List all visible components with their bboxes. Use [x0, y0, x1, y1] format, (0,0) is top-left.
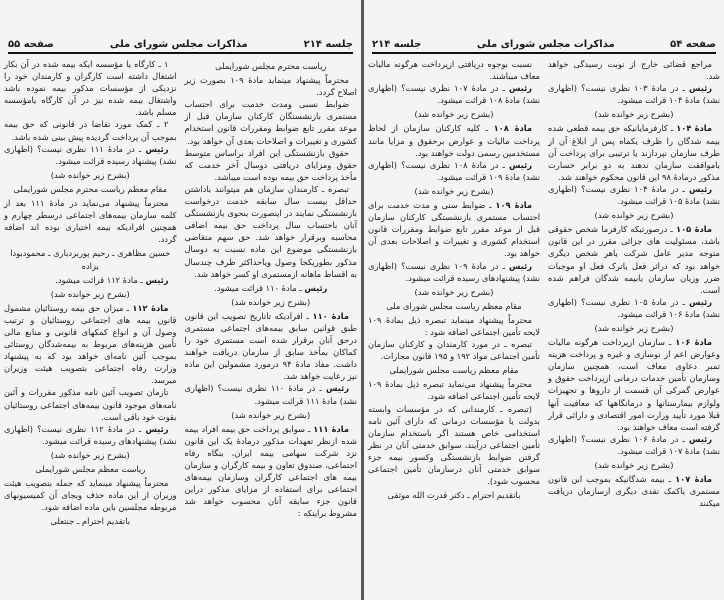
paragraph — [368, 378, 540, 402]
paragraph — [548, 223, 720, 296]
speaker-or-article-label: مادۀ ۱۰۶ — [675, 337, 713, 348]
paragraph — [4, 302, 177, 387]
paragraph — [548, 473, 720, 509]
text-columns — [4, 58, 357, 529]
paragraph — [185, 423, 358, 520]
paragraph-text: (بشرح زیر خوانده شد) — [414, 286, 494, 297]
paragraph-text: ـ در مادۀ ۱۰۵ نظری نیست؟ (اظهاری نشد) مادۀ ۱۰۶ قرائت میشود. — [548, 296, 720, 319]
paragraph-text: حقوق بازنشستگی این افراد براساس متوسط حقوق ومزایای دریافتی دوسال آخر خدمت که مأخذ پرداخت حق بیمه بوده است میباشد. — [184, 147, 357, 182]
paragraph-text: محترماً پیشنهاد می‌نماید در مادۀ ۱۱۱ بعد از کلمه سازمان بیمه‌های اجتماعی درسطر چهارم و همچنین افرادیکه بیمه اختیاری بوده اند اضافه گردد. — [4, 198, 177, 245]
paragraph — [548, 183, 720, 207]
paragraph — [368, 314, 540, 338]
centered-heading — [4, 463, 177, 475]
paragraph-text: ـ در مادۀ ۱۰۶ نظری نیست؟ (اظهاری نشد) مادۀ ۱۰۷ قرائت میشود. — [548, 433, 720, 456]
paragraph — [4, 386, 177, 422]
speaker-or-article-label: رئیس — [145, 423, 169, 434]
centered-heading — [185, 296, 358, 308]
speaker-or-article-label: رئیس — [508, 159, 532, 170]
paragraph-text: تازمان تصویب آئین نامه مذکور مقررات و آئین نامه‌های موجود قانون بیمه‌های اجتماعی روستائیان بقوت خود باقی است. — [4, 387, 177, 422]
speaker-or-article-label: رئیس — [508, 83, 532, 94]
paragraph-text: باتقدیم احترام ـ دکتر قدرت الله موثقی — [387, 490, 521, 501]
paragraph-text: مقام معظم ریاست مجلس شورایملی — [389, 365, 519, 376]
paragraph — [185, 382, 358, 406]
paragraph-text: (بشرح زیر خوانده شد) — [594, 460, 674, 470]
speaker-or-article-label: مادۀ ۱۱۲ — [132, 302, 169, 313]
paragraph-text: محترماً پیشنهاد مینماید که جمله بتصویب هیئت وزیران از این ماده حذف وبجای آن کمیسیونهای مربوطه مجلسین باین ماده اضافه شود. — [4, 478, 177, 513]
paragraph-text: ـ در مادۀ ۱۰۷ نظری نیست؟ (اظهاری نشد) مادۀ ۱۰۸ قرائت میشود. — [368, 83, 540, 106]
paragraph — [4, 143, 177, 167]
centered-heading — [548, 322, 720, 334]
paragraph-text: ۱ ـ کارگاه یا مؤسسه ایکه بیمه شده در آن بکار اشتغال داشته است کارگران و کارمندان خود را نزدیکی از مؤسسات مذکور بیمه نموده باشد واشتغال بیمه شده نیز در آن کارگاه یامؤسسه مسلم باشد. — [4, 59, 177, 118]
paragraph-text: ـ ضوابط سنی و مدت خدمت برای احتساب مستمری بازنشستگی کارکنان سازمان قبل از موعد مقرر تابع ضوابط ومقررات قانون استخدام کشوری و تغییرات و اصلاحات بعدی آن خواهد بود. — [368, 200, 540, 259]
paragraph — [368, 338, 540, 362]
centered-heading — [548, 108, 720, 120]
paragraph-text: محترماً پیشنهاد می‌نماید تبصره ذیل بمادۀ ۱۰۹ لایحه تأمین اجتماعی اضافه شود. — [368, 379, 540, 402]
paragraph — [185, 98, 358, 146]
paragraph — [368, 199, 540, 259]
publication-title: مذاکرات مجلس شورای ملی — [476, 39, 615, 50]
paragraph — [185, 147, 358, 183]
session-number: جلسه ۲۱۴ — [303, 39, 353, 50]
paragraph-text: (بشرح زیر خوانده شد) — [50, 169, 130, 180]
paragraph-text: ـ بیمه شدگانیکه بموجب این قانون مستمری یاکمک نقدی دیگری ازسازمان دریافت میکنند — [548, 474, 720, 509]
paragraph — [368, 58, 540, 82]
paragraph-text: (بشرح زیر خوانده شد) — [50, 449, 130, 460]
centered-heading — [185, 282, 358, 294]
paragraph-text: ضوابط نسبی ومدت خدمت برای احتساب مستمری بازنشستگان کارکنان سازمان قبل از موعد مقرر تابع ضوابط ومقررات قانون استخدام کشوری و تغییرات و اصلاحات بعدی آن خواهد بود. — [184, 99, 357, 146]
paragraph-text: ریاست محترم مجلس شورایملی — [215, 61, 327, 71]
page-number: صفحه ۵۵ — [8, 39, 54, 50]
paragraph — [368, 403, 540, 488]
paragraph-text: ـ سوابق پرداخت حق بیمه افراد بیمه شده ازنظر تعهدات مذکور درمادۀ یک این قانون نزد شرکت سهامی بیمه ایران، بنگاه رفاه اجتماعی، صندوق تعاون و بیمه کارگران و سازمان بیمه های اجتماعی کارگران وسازمان بیمه‌های اجتماعی برای استفاده از مزایای مذکور دراین قانون جزء سابقه آنان محسوب خواهد شد مشروط براینکه : — [184, 423, 357, 519]
paragraph-text: (بشرح زیر خوانده شد) — [594, 322, 674, 333]
page-number: صفحه ۵۴ — [670, 39, 716, 50]
speaker-or-article-label: مادۀ ۱۰۸ — [493, 123, 532, 134]
page-header — [372, 34, 716, 54]
speaker-or-article-label: رئیس — [145, 274, 169, 285]
paragraph — [4, 58, 177, 118]
paragraph — [548, 336, 720, 433]
paragraph-text: مقام معظم ریاست مجلس شورای ملی — [386, 300, 522, 311]
paragraph — [548, 122, 720, 182]
centered-heading — [368, 108, 540, 120]
paragraph-text: نسبت بوجوه دریافتی ازپرداخت هرگونه مالیات معاف میباشند. — [368, 59, 540, 82]
paragraph-text: ـ در مادۀ ۱۰۴ نظری نیست؟ (اظهاری نشد) مادۀ ۱۰۵ قرائت میشود. — [548, 183, 720, 207]
paragraph-text: تبصره ـ کارمندان سازمان هم میتوانند باداشتن حداقل بیست سال سابقه خدمت درخواست بازنشستگی نمایند در اینصورت بنحوی بازنشستگی آنان باحتساب سال پرداخت حق بیمه اضافی محاسبه وبرقرار خواهد شد. حق سهم متقاضی بازنشستگی موضوع این ماده نسبت به دوسال مذکور بطوریکجا وصول ویاحداکثر ظرف چندسال به اقساط ماهانه ازمستمری او کسر خواهد شد. — [184, 183, 357, 279]
paragraph — [4, 274, 177, 286]
column-right — [185, 58, 358, 529]
speaker-or-article-label: مادۀ ۱۰۵ — [676, 224, 713, 235]
speaker-or-article-label: رئیس — [688, 183, 712, 194]
speaker-or-article-label: رئیس — [688, 433, 712, 444]
paragraph — [4, 477, 177, 513]
centered-heading — [4, 169, 177, 181]
paragraph-text: مراجع قضائی خارج از نوبت رسیدگی خواهد شد. — [548, 59, 720, 82]
speaker-or-article-label: رئیس — [145, 143, 169, 154]
paragraph-text: (بشرح زیر خوانده شد) — [231, 296, 311, 307]
paragraph — [368, 260, 540, 284]
paragraph-text: ـ مادۀ ۱۱۲ قرائت میشود. — [55, 274, 146, 285]
centered-heading — [185, 409, 358, 421]
paragraph-text: ریاست معظم مجلس شورایملی — [35, 464, 146, 474]
centered-heading — [368, 286, 540, 298]
paragraph-text: ـ در مادۀ ۱۱۱ نظری نیست؟ (اظهاری نشد) پیشنهاد رسیده قرائت میشود. — [4, 143, 177, 166]
speaker-or-article-label: رئیس — [304, 282, 328, 293]
paragraph-text: حسین مظاهری ـ رحیم پوربردباری ـ محمودبودا یزاده — [10, 248, 171, 271]
speaker-or-article-label: مادۀ ۱۰۴ — [676, 123, 713, 134]
speaker-or-article-label: مادۀ ۱۱۱ — [313, 423, 350, 434]
centered-heading — [4, 288, 177, 300]
speaker-or-article-label: مادۀ ۱۰۷ — [675, 474, 712, 485]
paragraph-text: ـ میزان حق بیمه روستائیان مشمول قانون بیمه های اجتماعی روستائیان و ترتیب وصول آن و انواع کمکهای قانونی و منابع مالی تأمین هزینه‌های مربوط به بیمه‌شدگان روستائی بموجب آئین نامه‌ای خواهد بود که به پیشنهاد وزارت رفاه اجتماعی بتصویب هیئت وزیران میرسد. — [4, 302, 177, 386]
centered-heading — [368, 185, 540, 197]
paragraph-text: محترماً پیشنهاد مینماید تبصره ذیل بمادۀ ۱۰۹ لایحه تأمین اجتماعی اضافه شود : — [368, 314, 540, 337]
centered-heading — [368, 300, 540, 312]
centered-heading — [4, 183, 177, 195]
paragraph-text: (تبصره ـ کارمندانی که در مؤسسات وابسته بدولت یا مؤسسات درمانی که دارای آئین نامه استخدامی خاص هستند اگر باستخدام سازمان تأمین اجتماعی درآیند، سوابق خدمتی آنان در نظر گرفتن ضوابط بازنشستگی وکسور بیمه جزء سوابق خدمتی آنان درسازمان تأمین اجتماعی محسوب شود). — [368, 403, 540, 487]
speaker-or-article-label: رئیس — [325, 383, 349, 394]
page-55 — [0, 0, 361, 600]
paragraph — [185, 74, 358, 98]
centered-heading — [548, 209, 720, 221]
page-header — [8, 34, 353, 54]
paragraph — [185, 183, 358, 280]
column-right — [548, 58, 720, 509]
paragraph-text: مقام معظم ریاست محترم مجلس شورایملی — [13, 183, 168, 194]
paragraph-text: ـ در مادۀ ۱۱۰ نظری نیست؟ (اظهاری نشد) مادۀ ۱۱۱ قرائت میشود. — [184, 383, 357, 406]
paragraph-text: تبصره ـ در مورد کارمندان و کارکنان سازمان تأمین اجتماعی مواد ۱۹۲ و ۱۹۵ قانون مجازات. — [368, 339, 540, 362]
paragraph-text: ـ سازمان ازپرداخت هرگونه مالیات وعوارض اعم از نوسازی و غیره و پرداخت هزینه تمبر دعاوی معاف است، همچنین سازمان وسازمان تأمین خدمات درمانی ازپرداخت حقوق و عوارض گمرکی آن قسمت از داروها و تجهیزات ولوازم بیمارستانها و درمانگاهها که معافیت آنها قبلا مورد تأیید وزارت امور اقتصادی و دارائی قرار گرفته است معاف خواهند بود. — [548, 337, 720, 432]
centered-heading — [185, 60, 358, 72]
signature-line — [4, 515, 177, 527]
paragraph — [548, 433, 720, 457]
centered-heading — [368, 364, 540, 376]
paragraph — [4, 118, 177, 142]
paragraph-text: باتقدیم احترام ـ جنتعلی — [50, 516, 131, 527]
paragraph-text: (بشرح زیر خوانده شد) — [231, 409, 311, 420]
speaker-or-article-label: رئیس — [688, 296, 712, 307]
paragraph-text: (بشرح زیر خوانده شد) — [414, 109, 494, 120]
signature-line — [4, 247, 177, 271]
speaker-or-article-label: مادۀ ۱۱۰ — [312, 310, 349, 321]
paragraph — [368, 122, 540, 158]
paragraph — [368, 159, 540, 183]
paragraph-text: ـ درصورتیکه کارفرما شخص حقوقی باشد، مسئولیت های جزائی مقرر در این قانون متوجه مدیر عامل شرکت یاهر شخص دیگری خواهد بود که دراثر فعل یاترک فعل او موجبات ضرر وزیان سازمان یابیمه شدگان فراهم شده است. — [548, 224, 720, 295]
speaker-or-article-label: مادۀ ۱۰۹ — [495, 200, 533, 211]
paragraph — [548, 296, 720, 320]
paragraph — [368, 82, 540, 106]
speaker-or-article-label: رئیس — [508, 260, 532, 271]
signature-line — [368, 489, 540, 501]
column-left — [368, 58, 540, 509]
paragraph-text: (بشرح زیر خوانده شد) — [50, 288, 130, 299]
paragraph-text: ـ کارفرمایانیکه حق بیمه قطعی شده بیمه شدگان را ظرف یکماه پس از ابلاغ آن از طرف سازمان نپردازند یا ترتیبی برای پرداخت آن باموافقت سازمان ندهند به دو برابر خسارت مذکور درمادۀ ۹۸ این قانون محکوم خواهند شد. — [548, 123, 720, 182]
session-number: جلسه ۲۱۴ — [372, 39, 422, 50]
centered-heading — [548, 459, 720, 471]
paragraph — [548, 82, 720, 106]
paragraph-text: ـ مادۀ ۱۱۰ قرائت میشود. — [214, 282, 305, 293]
paragraph-text: (بشرح زیر خوانده شد) — [594, 109, 674, 120]
paragraph-text: (بشرح زیر خوانده شد) — [414, 185, 494, 196]
publication-title: مذاکرات مجلس شورای ملی — [109, 39, 248, 50]
paragraph-text: ـ در مادۀ ۱۰۳ نظری نیست؟ (اظهاری نشد) مادۀ ۱۰۴ قرائت میشود. — [548, 83, 720, 106]
paragraph-text: محترماً پیشنهاد مینماید مادۀ ۱۰۹ بصورت زیر اصلاح گردد. — [184, 75, 357, 98]
paragraph — [185, 310, 358, 383]
paragraph — [548, 58, 720, 82]
paragraph-text: ـ کلیه کارکنان سازمان از لحاظ پرداخت مالیات و عوارض برحقوق و مزایا مانند مستخدمین رسمی دولت خواهند بود. — [368, 123, 540, 158]
paragraph — [4, 423, 177, 447]
paragraph-text: (بشرح زیر خوانده شد) — [594, 210, 674, 221]
centered-heading — [4, 449, 177, 461]
speaker-or-article-label: رئیس — [688, 83, 712, 94]
paragraph-text: ۲ ـ کمک مورد تقاضا در قانونی که حق بیمه بموجب آن پرداخت گردیده پیش بینی شده باشد. — [4, 119, 177, 142]
column-left — [4, 58, 177, 529]
page-54 — [364, 0, 724, 600]
paragraph-text: ـ در مادۀ ۱۰۸ نظری نیست؟ (اظهاری نشد) مادۀ ۱۰۹ قرائت میشود. — [368, 159, 540, 182]
paragraph-text: ـ افرادیکه تاتاریخ تصویب این قانون طبق قوانین سابق بیمه‌های اجتماعی مستمری درحق آنان برقرار شده است مستمری خود را کماکان بمأخذ سابق از سازمان دریافت خواهند داشت. مفاد مادۀ ۹۴ درمورد مشمولین این ماده نیز رعایت خواهد شد. — [184, 310, 358, 382]
paragraph-text: ـ در مادۀ ۱۱۲ نظری نیست؟ (اظهاری نشد) پیشنهادهای رسیده قرائت میشود. — [4, 423, 177, 446]
text-columns — [368, 58, 720, 509]
paragraph — [4, 197, 177, 245]
paragraph-text: ـ در مادۀ ۱۰۹ نظری نیست؟ (اظهاری نشد) پیشنهادهای رسیده قرائت میشود. — [368, 260, 540, 283]
